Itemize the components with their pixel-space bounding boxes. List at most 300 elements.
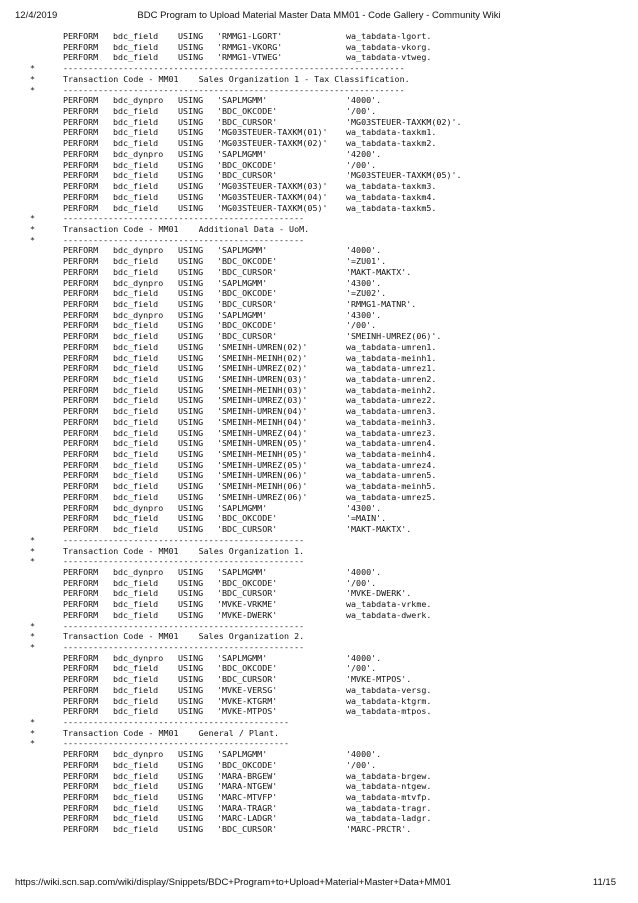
code-line: [30, 256, 630, 267]
keyword: PERFORM: [63, 491, 99, 502]
field-name: 'MG03STEUER-TAXKM(03)': [217, 181, 328, 192]
comment-marker: *: [30, 545, 36, 556]
keyword-using: USING: [178, 138, 204, 149]
keyword: PERFORM: [63, 95, 99, 106]
field-name: 'SMEINH-UMREN(03)': [217, 374, 308, 384]
field-value: wa_tabdata-vtweg.: [346, 52, 432, 63]
keyword: PERFORM: [63, 802, 99, 813]
keyword: PERFORM: [63, 352, 99, 363]
comment-text: Transaction Code - MM01 Sales Organization 2.: [63, 631, 305, 642]
procedure-name: bdc_field: [113, 449, 159, 460]
keyword: PERFORM: [63, 695, 99, 706]
field-name: 'SMEINH-UMREZ(05)': [217, 459, 308, 470]
procedure-name: bdc_field: [113, 256, 159, 267]
field-name: 'SAPLMGMM': [217, 277, 268, 288]
keyword: PERFORM: [63, 438, 99, 449]
procedure-name: bdc_field: [113, 438, 159, 449]
keyword: PERFORM: [63, 706, 99, 717]
code-line: [30, 160, 630, 171]
comment-text: Transaction Code - MM01 Sales Organization 1 - Tax Classification.: [63, 73, 410, 84]
procedure-name: bdc_field: [113, 363, 159, 374]
keyword-using: USING: [178, 181, 204, 192]
field-name: 'SMEINH-UMREZ(06)': [217, 491, 308, 502]
code-line: [30, 42, 630, 53]
field-value: '4300'.: [346, 502, 382, 513]
keyword-using: USING: [178, 513, 204, 524]
code-line: [30, 685, 630, 696]
code-line: [30, 203, 630, 214]
code-line: [30, 760, 630, 771]
procedure-name: bdc_field: [113, 320, 159, 331]
procedure-name: bdc_field: [113, 695, 159, 706]
comment-marker: *: [30, 641, 36, 652]
procedure-name: bdc_field: [113, 481, 159, 492]
comment-marker: *: [30, 727, 36, 738]
procedure-name: bdc_field: [113, 106, 159, 117]
comment-line: [30, 224, 630, 235]
comment-line: [30, 63, 630, 74]
field-value: wa_tabdata-meinh3.: [346, 416, 437, 427]
field-name: 'MG03STEUER-TAXKM(01)': [217, 127, 328, 138]
keyword-using: USING: [178, 384, 204, 395]
procedure-name: bdc_dynpro: [113, 566, 164, 577]
field-name: 'BDC_OKCODE': [217, 256, 278, 267]
field-name: 'SMEINH-UMREN(05)': [217, 438, 308, 449]
code-line: [30, 52, 630, 63]
keyword: PERFORM: [63, 824, 99, 835]
field-value: wa_tabdata-umren5.: [346, 470, 437, 481]
procedure-name: bdc_field: [113, 266, 159, 277]
comment-marker: *: [30, 620, 36, 631]
procedure-name: bdc_field: [113, 470, 159, 481]
keyword: PERFORM: [63, 684, 99, 695]
field-name: 'SMEINH-MEINH(02)': [217, 352, 308, 363]
keyword: PERFORM: [63, 663, 99, 674]
field-name: 'MARA-BRGEW': [217, 770, 278, 781]
field-value: wa_tabdata-umren1.: [346, 341, 437, 352]
field-name: 'RMMG1-VKORG': [217, 41, 283, 52]
keyword: PERFORM: [63, 524, 99, 535]
code-line: [30, 406, 630, 417]
page-footer: [0, 877, 638, 891]
field-name: 'MVKE-KTGRM': [217, 695, 278, 706]
field-value: 'SMEINH-UMREZ(06)'.: [346, 331, 442, 342]
keyword: PERFORM: [63, 181, 99, 192]
code-line: [30, 813, 630, 824]
comment-line: [30, 728, 630, 739]
procedure-name: bdc_field: [113, 524, 159, 535]
field-name: 'BDC_CURSOR': [217, 331, 278, 342]
procedure-name: bdc_field: [113, 116, 159, 127]
keyword-using: USING: [178, 663, 204, 674]
field-name: 'BDC_OKCODE': [217, 663, 278, 674]
field-value: wa_tabdata-taxkm5.: [346, 202, 437, 213]
keyword: PERFORM: [63, 148, 99, 159]
field-value: wa_tabdata-taxkm4.: [346, 191, 437, 202]
procedure-name: bdc_field: [113, 191, 159, 202]
keyword-using: USING: [178, 588, 204, 599]
procedure-name: bdc_field: [113, 663, 159, 674]
keyword-using: USING: [178, 674, 204, 685]
field-value: wa_tabdata-brgew.: [346, 770, 432, 781]
field-name: 'BDC_CURSOR': [217, 298, 278, 309]
keyword: PERFORM: [63, 341, 99, 352]
code-line: [30, 578, 630, 589]
code-line: [30, 181, 630, 192]
comment-text: --------------------------------------------------------------------: [63, 84, 405, 95]
code-line: [30, 503, 630, 514]
field-name: 'SMEINH-MEINH(03)': [217, 384, 308, 395]
code-line: [30, 674, 630, 685]
keyword: PERFORM: [63, 577, 99, 588]
code-line: [30, 781, 630, 792]
field-name: 'SMEINH-UMREN(04)': [217, 406, 308, 417]
keyword-using: USING: [178, 706, 204, 717]
field-name: 'SAPLMGMM': [217, 652, 268, 663]
field-value: '4000'.: [346, 749, 382, 760]
field-value: 'MAKT-MAKTX'.: [346, 524, 412, 535]
comment-line: [30, 631, 630, 642]
comment-line: [30, 556, 630, 567]
keyword-using: USING: [178, 491, 204, 502]
keyword-using: USING: [178, 363, 204, 374]
comment-marker: *: [30, 63, 36, 74]
procedure-name: bdc_field: [113, 52, 159, 63]
field-value: 'MVKE-DWERK'.: [346, 588, 412, 599]
field-value: '4300'.: [346, 309, 382, 320]
keyword: PERFORM: [63, 449, 99, 460]
code-line: [30, 663, 630, 674]
comment-marker: *: [30, 73, 36, 84]
field-value: '4300'.: [346, 277, 382, 288]
field-value: wa_tabdata-umrez2.: [346, 395, 437, 406]
keyword-using: USING: [178, 781, 204, 792]
keyword-using: USING: [178, 106, 204, 117]
code-line: [30, 288, 630, 299]
keyword: PERFORM: [63, 127, 99, 138]
keyword: PERFORM: [63, 374, 99, 384]
comment-text: Transaction Code - MM01 Sales Organization 1.: [63, 545, 305, 556]
print-date: 12/4/2019: [15, 10, 58, 21]
code-line: [30, 513, 630, 524]
field-name: 'SMEINH-UMREZ(03)': [217, 395, 308, 406]
field-name: 'SAPLMGMM': [217, 502, 268, 513]
field-name: 'MVKE-MTPOS': [217, 706, 278, 717]
keyword-using: USING: [178, 459, 204, 470]
keyword: PERFORM: [63, 52, 99, 63]
keyword: PERFORM: [63, 609, 99, 620]
field-value: wa_tabdata-taxkm3.: [346, 181, 437, 192]
code-line: [30, 245, 630, 256]
field-name: 'BDC_CURSOR': [217, 266, 278, 277]
comment-line: [30, 621, 630, 632]
procedure-name: bdc_field: [113, 127, 159, 138]
procedure-name: bdc_dynpro: [113, 95, 164, 106]
procedure-name: bdc_field: [113, 181, 159, 192]
field-name: 'SMEINH-MEINH(05)': [217, 449, 308, 460]
field-name: 'SAPLMGMM': [217, 95, 268, 106]
procedure-name: bdc_field: [113, 684, 159, 695]
procedure-name: bdc_field: [113, 138, 159, 149]
field-value: wa_tabdata-ladgr.: [346, 813, 432, 824]
keyword: PERFORM: [63, 481, 99, 492]
keyword-using: USING: [178, 524, 204, 535]
procedure-name: bdc_field: [113, 459, 159, 470]
procedure-name: bdc_field: [113, 384, 159, 395]
code-line: [30, 417, 630, 428]
keyword-using: USING: [178, 599, 204, 610]
procedure-name: bdc_dynpro: [113, 749, 164, 760]
code-line: [30, 267, 630, 278]
field-name: 'BDC_CURSOR': [217, 674, 278, 685]
keyword-using: USING: [178, 127, 204, 138]
code-line: [30, 320, 630, 331]
keyword: PERFORM: [63, 298, 99, 309]
comment-line: [30, 213, 630, 224]
procedure-name: bdc_field: [113, 588, 159, 599]
keyword: PERFORM: [63, 652, 99, 663]
field-value: wa_tabdata-ktgrm.: [346, 695, 432, 706]
comment-marker: *: [30, 631, 36, 642]
keyword-using: USING: [178, 609, 204, 620]
field-name: 'SAPLMGMM': [217, 566, 268, 577]
code-line: [30, 106, 630, 117]
comment-marker: *: [30, 223, 36, 234]
keyword: PERFORM: [63, 759, 99, 770]
code-line: [30, 610, 630, 621]
code-line: [30, 524, 630, 535]
field-name: 'BDC_OKCODE': [217, 288, 278, 299]
procedure-name: bdc_dynpro: [113, 277, 164, 288]
code-line: [30, 460, 630, 471]
procedure-name: bdc_field: [113, 170, 159, 181]
keyword-using: USING: [178, 256, 204, 267]
keyword-using: USING: [178, 320, 204, 331]
field-name: 'BDC_CURSOR': [217, 524, 278, 535]
field-name: 'SMEINH-MEINH(06)': [217, 481, 308, 492]
field-value: wa_tabdata-meinh5.: [346, 481, 437, 492]
field-value: '=ZU02'.: [346, 288, 387, 299]
comment-text: ------------------------------------------------: [63, 234, 305, 245]
field-value: wa_tabdata-mtpos.: [346, 706, 432, 717]
keyword: PERFORM: [63, 309, 99, 320]
code-line: [30, 374, 630, 385]
field-value: '/00'.: [346, 663, 377, 674]
field-value: wa_tabdata-lgort.: [346, 31, 432, 41]
comment-text: --------------------------------------------------------------------: [63, 63, 405, 74]
code-line: [30, 803, 630, 814]
procedure-name: bdc_field: [113, 513, 159, 524]
keyword-using: USING: [178, 159, 204, 170]
keyword-using: USING: [178, 298, 204, 309]
code-line: [30, 567, 630, 578]
keyword-using: USING: [178, 684, 204, 695]
code-line: [30, 449, 630, 460]
field-name: 'SAPLMGMM': [217, 245, 268, 256]
procedure-name: bdc_field: [113, 406, 159, 417]
procedure-name: bdc_field: [113, 609, 159, 620]
keyword-using: USING: [178, 331, 204, 342]
code-line: [30, 342, 630, 353]
keyword: PERFORM: [63, 159, 99, 170]
field-name: 'BDC_OKCODE': [217, 513, 278, 524]
comment-line: [30, 535, 630, 546]
field-value: wa_tabdata-umrez3.: [346, 427, 437, 438]
keyword-using: USING: [178, 824, 204, 835]
comment-marker: *: [30, 84, 36, 95]
keyword-using: USING: [178, 266, 204, 277]
field-name: 'SAPLMGMM': [217, 148, 268, 159]
code-line: [30, 278, 630, 289]
keyword-using: USING: [178, 191, 204, 202]
code-line: [30, 170, 630, 181]
keyword-using: USING: [178, 116, 204, 127]
page-header: [0, 10, 638, 24]
field-value: '/00'.: [346, 159, 377, 170]
keyword: PERFORM: [63, 363, 99, 374]
field-value: wa_tabdata-mtvfp.: [346, 792, 432, 803]
comment-text: ------------------------------------------------: [63, 641, 305, 652]
code-line: [30, 824, 630, 835]
procedure-name: bdc_field: [113, 159, 159, 170]
keyword-using: USING: [178, 406, 204, 417]
keyword-using: USING: [178, 438, 204, 449]
keyword: PERFORM: [63, 502, 99, 513]
field-name: 'MVKE-VERSG': [217, 684, 278, 695]
field-value: wa_tabdata-taxkm2.: [346, 138, 437, 149]
code-line: [30, 792, 630, 803]
field-value: '/00'.: [346, 759, 377, 770]
code-line: [30, 438, 630, 449]
keyword: PERFORM: [63, 170, 99, 181]
comment-line: [30, 642, 630, 653]
procedure-name: bdc_field: [113, 427, 159, 438]
field-value: wa_tabdata-vrkme.: [346, 599, 432, 610]
field-name: 'MG03STEUER-TAXKM(05)': [217, 202, 328, 213]
keyword-using: USING: [178, 502, 204, 513]
keyword-using: USING: [178, 770, 204, 781]
keyword: PERFORM: [63, 513, 99, 524]
keyword: PERFORM: [63, 266, 99, 277]
comment-line: [30, 85, 630, 96]
keyword-using: USING: [178, 577, 204, 588]
field-name: 'SAPLMGMM': [217, 309, 268, 320]
keyword-using: USING: [178, 95, 204, 106]
keyword-using: USING: [178, 566, 204, 577]
comment-text: ---------------------------------------------: [63, 717, 290, 727]
field-name: 'BDC_OKCODE': [217, 106, 278, 117]
comment-text: Transaction Code - MM01 General / Plant.: [63, 727, 280, 738]
procedure-name: bdc_field: [113, 599, 159, 610]
field-name: 'BDC_CURSOR': [217, 588, 278, 599]
keyword: PERFORM: [63, 256, 99, 267]
procedure-name: bdc_dynpro: [113, 652, 164, 663]
code-line: [30, 331, 630, 342]
keyword-using: USING: [178, 470, 204, 481]
procedure-name: bdc_field: [113, 813, 159, 824]
keyword-using: USING: [178, 309, 204, 320]
procedure-name: bdc_field: [113, 341, 159, 352]
keyword-using: USING: [178, 449, 204, 460]
code-line: [30, 31, 630, 42]
code-line: [30, 395, 630, 406]
field-name: 'MVKE-VRKME': [217, 599, 278, 610]
code-line: [30, 310, 630, 321]
field-value: '/00'.: [346, 577, 377, 588]
code-line: [30, 588, 630, 599]
comment-text: ------------------------------------------------: [63, 556, 305, 567]
field-value: wa_tabdata-umrez1.: [346, 363, 437, 374]
keyword-using: USING: [178, 802, 204, 813]
field-value: 'MG03STEUER-TAXKM(05)'.: [346, 170, 462, 181]
comment-line: [30, 546, 630, 557]
field-value: wa_tabdata-umren3.: [346, 406, 437, 417]
procedure-name: bdc_field: [113, 770, 159, 781]
keyword-using: USING: [178, 695, 204, 706]
comment-marker: *: [30, 717, 36, 727]
field-name: 'SMEINH-UMREN(02)': [217, 341, 308, 352]
procedure-name: bdc_dynpro: [113, 245, 164, 256]
field-value: wa_tabdata-umren2.: [346, 374, 437, 384]
field-value: wa_tabdata-umrez4.: [346, 459, 437, 470]
field-value: 'MG03STEUER-TAXKM(02)'.: [346, 116, 462, 127]
field-name: 'BDC_OKCODE': [217, 759, 278, 770]
keyword: PERFORM: [63, 588, 99, 599]
comment-text: ------------------------------------------------: [63, 534, 305, 545]
keyword: PERFORM: [63, 320, 99, 331]
procedure-name: bdc_field: [113, 41, 159, 52]
code-line: [30, 696, 630, 707]
code-line: [30, 95, 630, 106]
field-value: '4200'.: [346, 148, 382, 159]
field-value: wa_tabdata-dwerk.: [346, 609, 432, 620]
keyword: PERFORM: [63, 770, 99, 781]
keyword: PERFORM: [63, 41, 99, 52]
keyword: PERFORM: [63, 331, 99, 342]
code-line: [30, 706, 630, 717]
comment-marker: *: [30, 213, 36, 224]
procedure-name: bdc_field: [113, 298, 159, 309]
field-value: '=MAIN'.: [346, 513, 387, 524]
keyword-using: USING: [178, 288, 204, 299]
keyword-using: USING: [178, 759, 204, 770]
procedure-name: bdc_field: [113, 288, 159, 299]
procedure-name: bdc_field: [113, 577, 159, 588]
procedure-name: bdc_field: [113, 395, 159, 406]
keyword-using: USING: [178, 52, 204, 63]
comment-text: Transaction Code - MM01 Additional Data - UoM.: [63, 223, 310, 234]
field-value: wa_tabdata-versg.: [346, 684, 432, 695]
field-name: 'BDC_CURSOR': [217, 116, 278, 127]
comment-marker: *: [30, 534, 36, 545]
page-title: BDC Program to Upload Material Master Data MM01 - Code Gallery - Community Wiki: [137, 10, 501, 21]
code-line: [30, 653, 630, 664]
field-value: wa_tabdata-meinh1.: [346, 352, 437, 363]
keyword-using: USING: [178, 813, 204, 824]
keyword: PERFORM: [63, 749, 99, 760]
code-line: [30, 771, 630, 782]
procedure-name: bdc_field: [113, 674, 159, 685]
keyword: PERFORM: [63, 459, 99, 470]
keyword: PERFORM: [63, 406, 99, 417]
field-name: 'BDC_OKCODE': [217, 320, 278, 331]
keyword: PERFORM: [63, 31, 99, 41]
keyword: PERFORM: [63, 395, 99, 406]
code-block: [30, 31, 630, 835]
field-name: 'RMMG1-LGORT': [217, 31, 283, 41]
keyword: PERFORM: [63, 427, 99, 438]
keyword-using: USING: [178, 202, 204, 213]
